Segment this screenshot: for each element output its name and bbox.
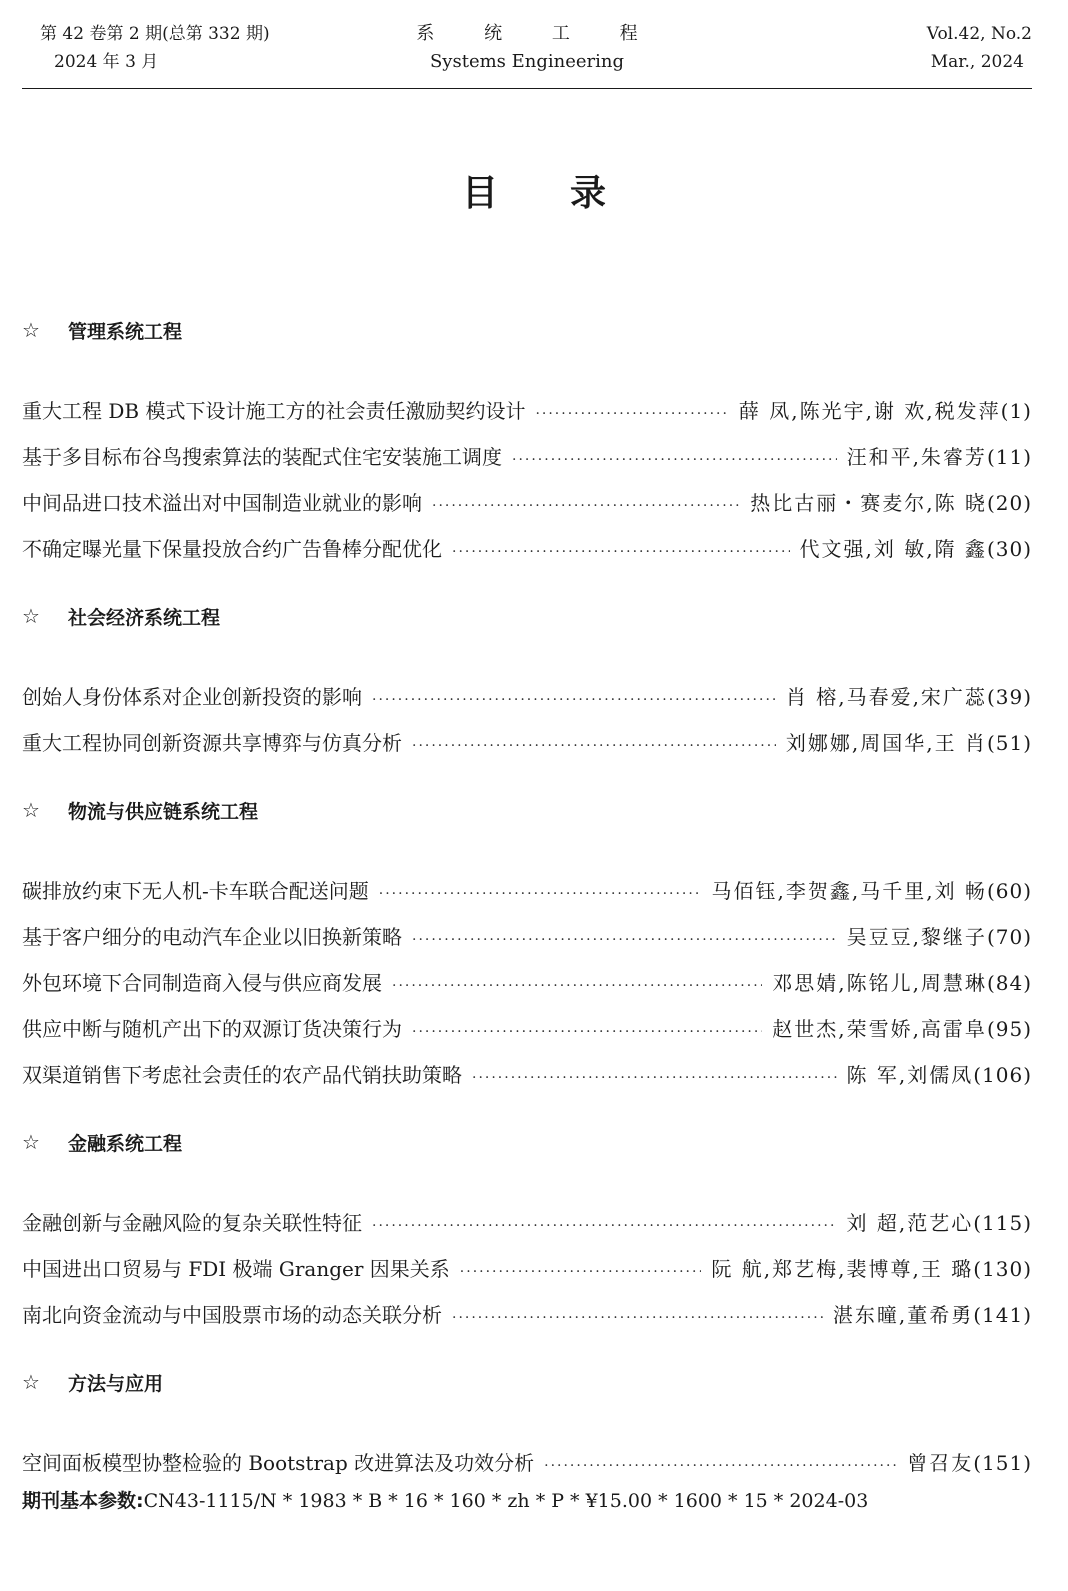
- article-authors: 汪和平,朱睿芳: [846, 445, 987, 469]
- journal-parameters: [22, 1486, 868, 1513]
- article-page: (39): [986, 685, 1032, 709]
- article-title[interactable]: 不确定曝光量下保量投放合约广告鲁棒分配优化: [22, 537, 442, 561]
- toc-entry[interactable]: [22, 480, 1032, 526]
- publication-date-en: Mar., 2024: [930, 52, 1024, 72]
- article-authors: 刘娜娜,周国华,王 肖: [785, 731, 987, 755]
- star-icon: ☆: [22, 318, 40, 342]
- toc-entry[interactable]: [22, 1006, 1032, 1052]
- star-icon: ☆: [22, 798, 40, 822]
- volume-issue-cn: 第 42 卷第 2 期(总第 332 期): [40, 24, 270, 44]
- toc-section: [22, 1112, 1032, 1338]
- dot-leader: [452, 1295, 823, 1341]
- publication-date-cn: 2024 年 3 月: [54, 52, 159, 72]
- article-page: (84): [986, 971, 1032, 995]
- article-page: (30): [986, 537, 1032, 561]
- star-icon: ☆: [22, 1370, 40, 1394]
- section-heading: [22, 1112, 1032, 1172]
- dot-leader: [544, 1443, 897, 1489]
- toc-section: [22, 780, 1032, 1098]
- article-title[interactable]: 空间面板模型协整检验的 Bootstrap 改进算法及功效分析: [22, 1451, 535, 1475]
- journal-parameters-label: 期刊基本参数:: [22, 1490, 144, 1512]
- section-heading-text: 管理系统工程: [68, 320, 183, 343]
- toc-section: [22, 586, 1032, 766]
- journal-parameters-value: CN43-1115/N * 1983 * B * 16 * 160 * zh * P * ¥15.00 * 1600 * 15 * 2024-03: [143, 1490, 869, 1512]
- article-page: (95): [986, 1017, 1032, 1041]
- header-center: [22, 20, 1032, 76]
- article-authors: 吴豆豆,黎继子: [846, 925, 987, 949]
- article-title[interactable]: 重大工程 DB 模式下设计施工方的社会责任激励契约设计: [22, 399, 526, 423]
- article-page: (20): [986, 491, 1032, 515]
- toc-entry[interactable]: [22, 674, 1032, 720]
- article-authors: 曾召友: [907, 1451, 974, 1475]
- dot-leader: [452, 529, 790, 575]
- toc-entry[interactable]: [22, 1246, 1032, 1292]
- dot-leader: [372, 677, 776, 723]
- article-title[interactable]: 供应中断与随机产出下的双源订货决策行为: [22, 1017, 402, 1041]
- toc-entry[interactable]: [22, 1052, 1032, 1098]
- article-authors: 肖 榕,马春爱,宋广蕊: [785, 685, 987, 709]
- article-title[interactable]: 中国进出口贸易与 FDI 极端 Granger 因果关系: [22, 1257, 450, 1281]
- section-heading: [22, 300, 1032, 360]
- section-heading: [22, 1352, 1032, 1412]
- toc-entry[interactable]: [22, 1200, 1032, 1246]
- section-heading: [22, 586, 1032, 646]
- article-title[interactable]: 重大工程协同创新资源共享博弈与仿真分析: [22, 731, 402, 755]
- article-title[interactable]: 金融创新与金融风险的复杂关联性特征: [22, 1211, 362, 1235]
- article-authors: 刘 超,范艺心: [846, 1211, 974, 1235]
- journal-header: [22, 0, 1032, 89]
- article-authors: 热比古丽・赛麦尔,陈 晓: [750, 491, 987, 515]
- volume-issue-en: Vol.42, No.2: [926, 24, 1032, 44]
- toc-entry[interactable]: [22, 526, 1032, 572]
- article-title[interactable]: 南北向资金流动与中国股票市场的动态关联分析: [22, 1303, 442, 1327]
- dot-leader: [512, 437, 837, 483]
- section-heading-text: 物流与供应链系统工程: [68, 800, 259, 823]
- article-authors: 陈 军,刘儒凤: [846, 1063, 974, 1087]
- toc-entry[interactable]: [22, 960, 1032, 1006]
- article-authors: 薛 凤,陈光宇,谢 欢,税发萍: [738, 399, 1001, 423]
- page-title: 目录: [461, 173, 678, 214]
- toc-entry[interactable]: [22, 1440, 1032, 1486]
- article-title[interactable]: 创始人身份体系对企业创新投资的影响: [22, 685, 362, 709]
- toc-entry[interactable]: [22, 1292, 1032, 1338]
- dot-leader: [432, 483, 740, 529]
- article-page: (70): [986, 925, 1032, 949]
- toc-entry[interactable]: [22, 434, 1032, 480]
- section-heading-text: 方法与应用: [68, 1372, 164, 1395]
- article-authors: 阮 航,郑艺梅,裴博尊,王 璐: [711, 1257, 974, 1281]
- dot-leader: [460, 1249, 702, 1295]
- journal-name-cn: 系 统 工 程: [416, 23, 660, 44]
- article-authors: 代文强,刘 敏,隋 鑫: [799, 537, 987, 561]
- article-authors: 赵世杰,荣雪娇,高雷阜: [772, 1017, 987, 1041]
- section-heading-text: 社会经济系统工程: [68, 606, 221, 629]
- article-page: (60): [986, 879, 1032, 903]
- toc-entry[interactable]: [22, 914, 1032, 960]
- dot-leader: [472, 1055, 837, 1101]
- dot-leader: [535, 391, 728, 437]
- star-icon: ☆: [22, 1130, 40, 1154]
- article-page: (106): [973, 1063, 1032, 1087]
- article-page: (1): [1000, 399, 1032, 423]
- article-title[interactable]: 中间品进口技术溢出对中国制造业就业的影响: [22, 491, 422, 515]
- toc-entry[interactable]: [22, 868, 1032, 914]
- dot-leader: [372, 1203, 837, 1249]
- star-icon: ☆: [22, 604, 40, 628]
- header-right: [927, 20, 1032, 76]
- article-page: (130): [973, 1257, 1032, 1281]
- article-title[interactable]: 双渠道销售下考虑社会责任的农产品代销扶助策略: [22, 1063, 462, 1087]
- article-title[interactable]: 外包环境下合同制造商入侵与供应商发展: [22, 971, 382, 995]
- article-page: (11): [986, 445, 1032, 469]
- toc-entry[interactable]: [22, 720, 1032, 766]
- article-page: (151): [973, 1451, 1032, 1475]
- article-authors: 马佰钰,李贺鑫,马千里,刘 畅: [711, 879, 987, 903]
- article-authors: 湛东曈,董希勇: [832, 1303, 974, 1327]
- section-heading-text: 金融系统工程: [68, 1132, 183, 1155]
- dot-leader: [412, 917, 837, 963]
- article-title[interactable]: 基于多目标布谷鸟搜索算法的装配式住宅安装施工调度: [22, 445, 502, 469]
- dot-leader: [379, 871, 702, 917]
- dot-leader: [392, 963, 762, 1009]
- dot-leader: [412, 723, 776, 769]
- toc-section: [22, 1352, 1032, 1486]
- toc-entry[interactable]: [22, 388, 1032, 434]
- article-page: (115): [973, 1211, 1032, 1235]
- article-authors: 邓思婧,陈铭儿,周慧琳: [772, 971, 987, 995]
- article-page: (51): [986, 731, 1032, 755]
- journal-name-en: Systems Engineering: [429, 51, 625, 72]
- article-title[interactable]: 碳排放约束下无人机-卡车联合配送问题: [22, 879, 369, 903]
- article-page: (141): [973, 1303, 1032, 1327]
- table-of-contents: [22, 300, 1032, 1500]
- dot-leader: [412, 1009, 762, 1055]
- toc-section: [22, 300, 1032, 572]
- article-title[interactable]: 基于客户细分的电动汽车企业以旧换新策略: [22, 925, 402, 949]
- section-heading: [22, 780, 1032, 840]
